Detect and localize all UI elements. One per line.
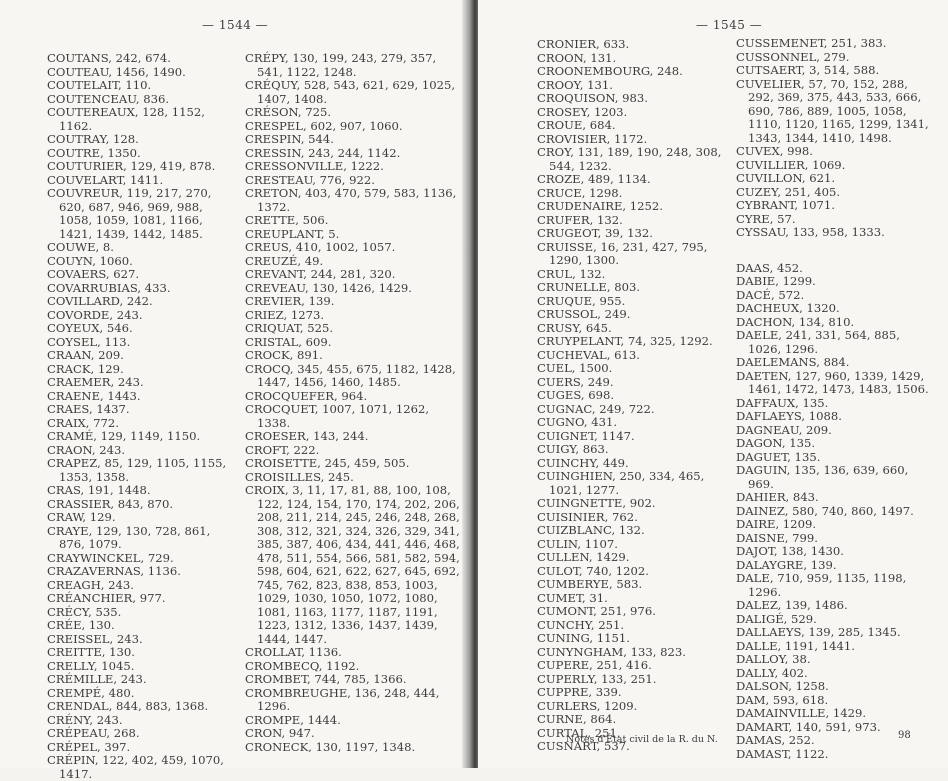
index-entry: CRÉCY, 535. — [47, 604, 122, 619]
index-entry: CROMBECQ, 1192. — [245, 658, 360, 673]
index-column — [47, 52, 239, 781]
index-entry: COUTEREAUX, 128, 1152, 1162. — [47, 105, 205, 133]
page-footer: Notes d'État civil de la R. du N. — [566, 734, 718, 745]
index-entry: CRUCE, 1298. — [537, 185, 623, 200]
index-entry: CUIGNET, 1147. — [537, 428, 635, 443]
index-entry: CUPERE, 251, 416. — [537, 658, 652, 672]
index-entry: CRELLY, 1045. — [47, 658, 135, 673]
index-entry: COUTURIER, 129, 419, 878. — [47, 159, 216, 173]
index-entry: CRON, 947. — [245, 726, 315, 740]
index-entry: CROCQUET, 1007, 1071, 1262, 1338. — [245, 402, 430, 430]
index-entry: CUISINIER, 762. — [537, 509, 638, 524]
index-entry: DAELE, 241, 331, 564, 885, 1026, 1296. — [736, 328, 900, 356]
index-entry: CRESPEL, 602, 907, 1060. — [245, 118, 403, 133]
index-entry: CUVEX, 998. — [736, 144, 813, 158]
index-entry: COUTANS, 242, 674. — [47, 51, 171, 65]
index-entry: DAELEMANS, 884. — [736, 355, 850, 369]
index-entry: CROUE, 684. — [537, 118, 616, 132]
index-entry: CUZEY, 251, 405. — [736, 184, 841, 199]
index-entry: CRAS, 191, 1448. — [47, 483, 151, 497]
index-entry: CURLERS, 1209. — [537, 698, 638, 713]
index-entry: CREUPLANT, 5. — [245, 226, 340, 241]
index-entry: CUMONT, 251, 976. — [537, 604, 656, 618]
index-entry: CUINGHIEN, 250, 334, 465, 1021, 1277. — [537, 469, 705, 497]
index-entry: DALLAEYS, 139, 285, 1345. — [736, 625, 901, 639]
index-entry: CRAIX, 772. — [47, 415, 119, 430]
index-entry: CRÉMILLE, 243. — [47, 672, 147, 686]
index-entry: CROCQUEFER, 964. — [245, 388, 368, 403]
index-column — [245, 52, 460, 754]
index-entry: DAMAINVILLE, 1429. — [736, 706, 867, 720]
index-entry: DAM, 593, 618. — [736, 692, 829, 707]
page-number: — 1544 — — [202, 18, 269, 32]
index-entry: DAFLAEYS, 1088. — [736, 409, 842, 423]
index-entry: CRÉPEL, 397. — [47, 739, 131, 754]
index-entry: CROESER, 143, 244. — [245, 429, 369, 443]
index-entry: CUEL, 1500. — [537, 361, 613, 375]
index-entry: COVARRUBIAS, 433. — [47, 280, 171, 295]
index-entry: CURTAL, 251. — [537, 725, 621, 740]
index-entry: CROQUISON, 983. — [537, 91, 648, 105]
index-entry: DAGUET, 135. — [736, 449, 821, 464]
index-entry: CRETTE, 506. — [245, 213, 329, 227]
index-entry: CUSSEMENET, 251, 383. — [736, 36, 887, 50]
index-entry: CREUS, 410, 1002, 1057. — [245, 240, 396, 254]
index-entry: CULLEN, 1429. — [537, 550, 630, 564]
index-entry: CYBRANT, 1071. — [736, 198, 835, 212]
index-column — [537, 38, 727, 754]
index-entry: CUIZBLANC, 132. — [537, 523, 645, 537]
index-entry: DALEZ, 139, 1486. — [736, 598, 848, 612]
index-entry: CREITTE, 130. — [47, 645, 135, 659]
index-entry: CRISTAL, 609. — [245, 334, 332, 349]
index-entry: DAMART, 140, 591, 973. — [736, 719, 881, 734]
index-entry: COUTRE, 1350. — [47, 145, 141, 160]
index-entry: COVORDE, 243. — [47, 307, 143, 322]
index-entry: CROMBREUGHE, 136, 248, 444, 1296. — [245, 685, 440, 713]
index-entry: DALLOY, 38. — [736, 652, 811, 666]
index-entry: COUTELAIT, 110. — [47, 78, 152, 92]
index-entry: CUSSONNEL, 279. — [736, 49, 850, 64]
index-entry: CRÉQUY, 528, 543, 621, 629, 1025, 1407, 1408. — [245, 78, 456, 106]
index-entry: CREISSEL, 243. — [47, 631, 143, 646]
index-entry: DAFFAUX, 135. — [736, 395, 829, 410]
index-entry: DALSON, 1258. — [736, 679, 829, 693]
index-entry: CUCHEVAL, 613. — [537, 347, 640, 362]
index-entry: COYEUX, 546. — [47, 321, 133, 335]
index-entry: CREUZÉ, 49. — [245, 253, 324, 268]
index-entry: CRONIER, 633. — [537, 37, 630, 51]
index-entry: CUPPRE, 339. — [537, 685, 622, 699]
index-entry: DALLY, 402. — [736, 665, 808, 680]
index-entry: CUINCHY, 449. — [537, 455, 629, 470]
index-entry: COVILLARD, 242. — [47, 294, 153, 308]
index-entry: CRÉPY, 130, 199, 243, 279, 357, 541, 1122, 1248. — [245, 51, 437, 79]
index-entry: CREVANT, 244, 281, 320. — [245, 267, 396, 281]
index-entry: CRESTEAU, 776, 922. — [245, 172, 375, 187]
index-entry: CROONEMBOURG, 248. — [537, 64, 683, 78]
index-entry: CRÉE, 130. — [47, 618, 115, 632]
index-entry: CRONECK, 130, 1197, 1348. — [245, 739, 416, 754]
index-entry: DAGUIN, 135, 136, 639, 660, 969. — [736, 463, 909, 491]
index-entry: COUVREUR, 119, 217, 270, 620, 687, 946, 969, 988, 1058, 1059, 1081, 1166, 1421, 1439, 1442, 1485. — [47, 186, 212, 241]
index-entry: CRUSSOL, 249. — [537, 307, 631, 321]
index-entry: COUTRAY, 128. — [47, 132, 139, 146]
index-entry: CRESSIN, 243, 244, 1142. — [245, 145, 401, 160]
index-entry: CUVILLIER, 1069. — [736, 157, 846, 172]
index-entry: CUNING, 1151. — [537, 631, 630, 645]
index-entry: CRÉSON, 725. — [245, 105, 332, 119]
index-entry: CRUNELLE, 803. — [537, 280, 641, 294]
index-entry: CUGES, 698. — [537, 388, 615, 402]
index-entry: CROVISIER, 1172. — [537, 131, 648, 146]
index-entry: CRASSIER, 843, 870. — [47, 496, 174, 511]
index-entry: CRIQUAT, 525. — [245, 321, 334, 335]
index-entry: CREAGH, 243. — [47, 577, 134, 592]
index-entry: CROCQ, 345, 455, 675, 1182, 1428, 1447, 1456, 1460, 1485. — [245, 361, 456, 389]
index-entry: CROIX, 3, 11, 17, 81, 88, 100, 108, 122, 124, 154, 170, 174, 202, 206, 208, 211, 214, 245, 246, 248, 268, 308, 312, 321, 324, 326, 329, 341, 385, 387, 406, 434, 441, 446, 468, 478, 511, 554, 566, 581, 582, 594, 598, 604, 621, 622, 627, 645, 692, 745, 762, 823, 838, 853, 1003, 1029, 1030, 1050, 1072, 1080, 1081, 1163, 1177, 1187, 1191, 1223, 1312, 1336, 1437, 1439, 1444, 1447. — [245, 483, 460, 646]
index-entry: CUERS, 249. — [537, 374, 614, 389]
index-entry: CREMPÉ, 480. — [47, 685, 135, 700]
page-number: — 1545 — — [696, 18, 763, 32]
index-entry: CRESSONVILLE, 1222. — [245, 159, 384, 173]
index-entry: CROSEY, 1203. — [537, 104, 628, 119]
left-page — [0, 0, 470, 781]
folio-number: 98 — [898, 730, 911, 741]
index-entry: COUVELART, 1411. — [47, 172, 164, 187]
index-entry: CRENDAL, 844, 883, 1368. — [47, 699, 209, 713]
index-entry: CRAPEZ, 85, 129, 1105, 1155, 1353, 1358. — [47, 456, 227, 484]
index-entry: CROZE, 489, 1134. — [537, 172, 651, 186]
index-column — [736, 37, 936, 761]
index-entry: CRETON, 403, 470, 579, 583, 1136, 1372. — [245, 186, 457, 214]
index-entry: CROCK, 891. — [245, 348, 323, 362]
index-entry: CUSNART, 537. — [537, 739, 630, 753]
index-entry: DALAYGRE, 139. — [736, 557, 837, 572]
index-entry: CRUQUE, 955. — [537, 293, 626, 308]
index-entry: COUTENCEAU, 836. — [47, 91, 170, 106]
index-entry: CRIEZ, 1273. — [245, 307, 325, 322]
index-entry: CUPERLY, 133, 251. — [537, 671, 657, 686]
index-entry: DAMAST, 1122. — [736, 746, 829, 761]
index-entry: DALLE, 1191, 1441. — [736, 638, 855, 653]
index-entry: CRUFER, 132. — [537, 212, 623, 227]
index-entry: DAETEN, 127, 960, 1339, 1429, 1461, 1472, 1473, 1483, 1506. — [736, 368, 929, 396]
index-entry: DACHON, 134, 810. — [736, 314, 855, 329]
right-page — [478, 0, 948, 768]
index-entry: CRAYWINCKEL, 729. — [47, 550, 174, 565]
index-entry: COYSEL, 113. — [47, 334, 131, 349]
index-entry: CREVIER, 139. — [245, 294, 335, 308]
index-entry: CYSSAU, 133, 958, 1333. — [736, 225, 885, 239]
index-entry: DAISNE, 799. — [736, 530, 818, 545]
index-entry: CUTSAERT, 3, 514, 588. — [736, 63, 880, 77]
index-entry: CRAAN, 209. — [47, 348, 124, 362]
index-entry: CRAEMER, 243. — [47, 375, 144, 389]
index-entry: CRUISSE, 16, 231, 427, 795, 1290, 1300. — [537, 239, 708, 267]
letter-gap — [736, 240, 936, 262]
index-entry: CRAON, 243. — [47, 442, 126, 457]
index-entry: CRÉNY, 243. — [47, 712, 123, 727]
index-entry: CUMET, 31. — [537, 590, 608, 605]
index-entry: CROISILLES, 245. — [245, 469, 354, 484]
index-entry: CRAES, 1437. — [47, 402, 130, 416]
index-entry: CRÉPEAU, 268. — [47, 726, 140, 740]
index-entry: CULIN, 1107. — [537, 536, 618, 551]
index-entry: CRAYE, 129, 130, 728, 861, 876, 1079. — [47, 523, 211, 551]
index-entry: CUNYNGHAM, 133, 823. — [537, 644, 686, 659]
index-entry: CUNCHY, 251. — [537, 617, 625, 632]
index-entry: CUGNAC, 249, 722. — [537, 401, 655, 416]
index-entry: DALE, 710, 959, 1135, 1198, 1296. — [736, 571, 907, 599]
index-entry: CRUSY, 645. — [537, 320, 612, 335]
index-entry: CUIGY, 863. — [537, 442, 609, 456]
index-entry: CRUGEOT, 39, 132. — [537, 226, 653, 240]
index-entry: DAAS, 452. — [736, 260, 803, 275]
index-entry: CROLLAT, 1136. — [245, 645, 342, 659]
index-entry: CREVEAU, 130, 1426, 1429. — [245, 280, 412, 295]
index-entry: DACÉ, 572. — [736, 287, 805, 302]
index-entry: CROMBET, 744, 785, 1366. — [245, 672, 407, 686]
index-entry: COVAERS, 627. — [47, 267, 140, 281]
index-entry: CROMPE, 1444. — [245, 712, 341, 727]
index-entry: DABIE, 1299. — [736, 274, 816, 288]
index-entry: CRACK, 129. — [47, 361, 124, 376]
index-entry: CRAMÉ, 129, 1149, 1150. — [47, 429, 201, 443]
index-entry: DACHEUX, 1320. — [736, 301, 840, 315]
index-entry: COUWE, 8. — [47, 240, 114, 254]
index-entry: CROISETTE, 245, 459, 505. — [245, 456, 410, 470]
index-entry: CRUYPELANT, 74, 325, 1292. — [537, 334, 713, 348]
index-entry: CRAENE, 1443. — [47, 388, 141, 403]
index-entry: CUINGNETTE, 902. — [537, 496, 656, 510]
index-entry: CRÉPIN, 122, 402, 459, 1070, 1417. — [47, 753, 224, 781]
index-entry: CRUDENAIRE, 1252. — [537, 199, 663, 213]
index-entry: DAHIER, 843. — [736, 490, 819, 504]
index-entry: CRÉANCHIER, 977. — [47, 591, 166, 605]
index-entry: CULOT, 740, 1202. — [537, 563, 649, 578]
index-entry: DAGON, 135. — [736, 436, 816, 450]
index-entry: CRUL, 132. — [537, 266, 606, 281]
index-entry: CUVELIER, 57, 70, 152, 288, 292, 369, 375, 443, 533, 666, 690, 786, 889, 1005, 1058, 1110, 1120, 1165, 1299, 1341, 1343, 1344, 1410, 1498. — [736, 76, 929, 145]
index-entry: CUVILLON, 621. — [736, 171, 836, 185]
index-entry: CRAZAVERNAS, 1136. — [47, 564, 181, 578]
index-entry: CUGNO, 431. — [537, 415, 618, 429]
index-entry: CRESPIN, 544. — [245, 132, 334, 146]
index-entry: CUMBERYE, 583. — [537, 577, 643, 591]
index-entry: DAINEZ, 580, 740, 860, 1497. — [736, 503, 914, 518]
index-entry: DALIGÉ, 529. — [736, 611, 817, 626]
index-entry: CRAW, 129. — [47, 510, 116, 524]
index-entry: DAIRE, 1209. — [736, 517, 817, 531]
index-entry: CROON, 131. — [537, 50, 617, 65]
index-entry: DAMAS, 252. — [736, 733, 815, 747]
index-entry: CYRE, 57. — [736, 211, 796, 226]
index-entry: COUYN, 1060. — [47, 253, 133, 268]
index-entry: DAGNEAU, 209. — [736, 422, 832, 437]
index-entry: CURNE, 864. — [537, 712, 617, 726]
index-entry: CROY, 131, 189, 190, 248, 308, 544, 1232. — [537, 145, 722, 173]
index-entry: CROOY, 131. — [537, 77, 613, 92]
index-entry: DAJOT, 138, 1430. — [736, 544, 844, 558]
index-entry: CROFT, 222. — [245, 442, 320, 457]
index-entry: COUTEAU, 1456, 1490. — [47, 64, 186, 79]
